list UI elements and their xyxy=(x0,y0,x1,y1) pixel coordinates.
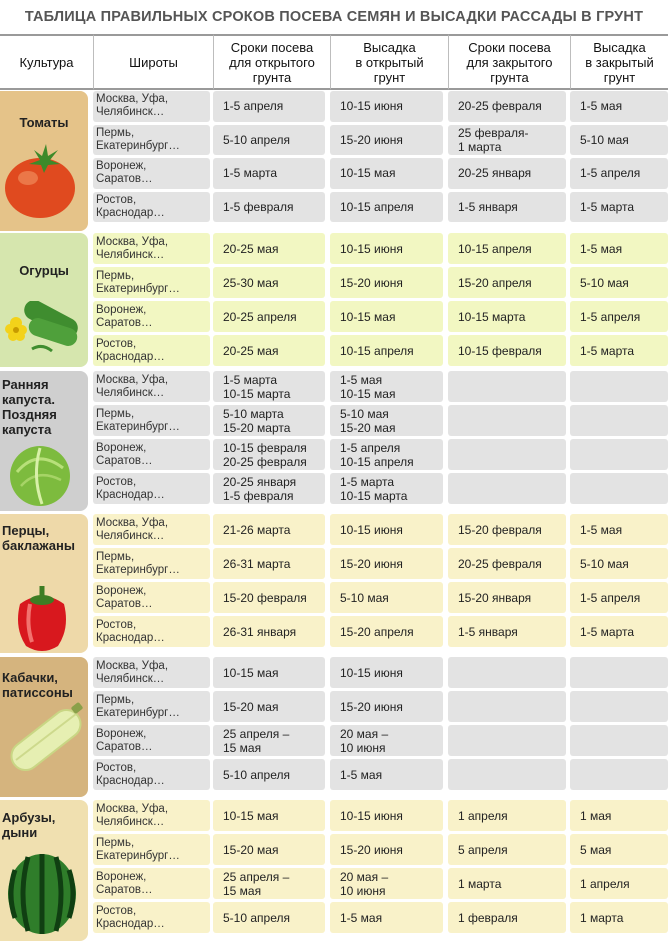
sow-open-cell: 5-10 марта 15-20 марта xyxy=(213,405,325,436)
crop-name: Ранняя капуста. Поздняя капуста xyxy=(2,377,57,437)
plant-closed-cell: 1-5 марта xyxy=(570,192,668,223)
sow-open-cell: 10-15 февраля 20-25 февраля xyxy=(213,439,325,470)
plant-closed-cell xyxy=(570,473,668,504)
sow-closed-cell: 10-15 апреля xyxy=(448,233,566,264)
plant-open-cell: 10-15 июня xyxy=(330,657,443,688)
latitude-cell: Москва, Уфа, Челябинск… xyxy=(93,514,210,545)
plant-closed-cell xyxy=(570,691,668,722)
crop-name: Огурцы xyxy=(19,263,69,278)
latitude-cell: Ростов, Краснодар… xyxy=(93,616,210,647)
sow-closed-cell: 15-20 апреля xyxy=(448,267,566,298)
crop-group xyxy=(0,371,668,511)
sow-closed-cell: 1 апреля xyxy=(448,800,566,831)
latitude-cell: Ростов, Краснодар… xyxy=(93,759,210,790)
plant-open-cell: 15-20 апреля xyxy=(330,616,443,647)
sow-open-cell: 5-10 апреля xyxy=(213,125,325,156)
sow-open-cell: 25 апреля – 15 мая xyxy=(213,725,325,756)
plant-closed-cell: 1-5 мая xyxy=(570,233,668,264)
sow-closed-cell xyxy=(448,371,566,402)
crop-group xyxy=(0,800,668,941)
crop-name: Кабачки, патиссоны xyxy=(2,670,73,700)
plant-closed-cell: 1-5 марта xyxy=(570,335,668,366)
sow-closed-cell: 25 февраля- 1 марта xyxy=(448,125,566,156)
sow-closed-cell xyxy=(448,439,566,470)
sow-open-cell: 5-10 апреля xyxy=(213,759,325,790)
sow-closed-cell xyxy=(448,759,566,790)
sow-closed-cell: 20-25 февраля xyxy=(448,91,566,122)
sow-open-cell: 5-10 апреля xyxy=(213,902,325,933)
latitude-cell: Москва, Уфа, Челябинск… xyxy=(93,657,210,688)
watermelon-icon xyxy=(4,848,80,941)
sow-closed-cell xyxy=(448,405,566,436)
plant-closed-cell xyxy=(570,725,668,756)
plant-closed-cell xyxy=(570,439,668,470)
plant-open-cell: 1-5 мая 10-15 мая xyxy=(330,371,443,402)
sow-open-cell: 20-25 апреля xyxy=(213,301,325,332)
sow-closed-cell: 1-5 января xyxy=(448,616,566,647)
pepper-icon xyxy=(12,580,72,659)
latitude-cell: Москва, Уфа, Челябинск… xyxy=(93,233,210,264)
sow-open-cell: 20-25 мая xyxy=(213,233,325,264)
page-title: ТАБЛИЦА ПРАВИЛЬНЫХ СРОКОВ ПОСЕВА СЕМЯН И ВЫСАДКИ РАССАДЫ В ГРУНТ xyxy=(24,9,644,25)
plant-closed-cell: 1-5 мая xyxy=(570,91,668,122)
sow-closed-cell: 5 апреля xyxy=(448,834,566,865)
sow-open-cell: 26-31 января xyxy=(213,616,325,647)
sow-open-cell: 1-5 марта xyxy=(213,158,325,189)
sow-open-cell: 15-20 мая xyxy=(213,834,325,865)
plant-open-cell: 15-20 июня xyxy=(330,125,443,156)
latitude-cell: Пермь, Екатеринбург… xyxy=(93,834,210,865)
crop-name: Перцы, баклажаны xyxy=(2,523,75,553)
crop-name: Арбузы, дыни xyxy=(2,810,56,840)
sow-closed-cell: 15-20 января xyxy=(448,582,566,613)
sow-open-cell: 15-20 февраля xyxy=(213,582,325,613)
header-plant-open: Высадка в открытый грунт xyxy=(330,34,448,90)
sow-closed-cell: 1 марта xyxy=(448,868,566,899)
sow-closed-cell: 15-20 февраля xyxy=(448,514,566,545)
cabbage-icon xyxy=(7,442,73,513)
sow-closed-cell: 10-15 февраля xyxy=(448,335,566,366)
plant-closed-cell xyxy=(570,371,668,402)
zucchini-icon xyxy=(2,702,86,779)
plant-closed-cell: 1-5 апреля xyxy=(570,582,668,613)
latitude-cell: Ростов, Краснодар… xyxy=(93,192,210,223)
plant-closed-cell: 1 апреля xyxy=(570,868,668,899)
crop-group xyxy=(0,91,668,231)
crop-name: Томаты xyxy=(19,115,69,130)
sow-open-cell: 1-5 апреля xyxy=(213,91,325,122)
plant-open-cell: 15-20 июня xyxy=(330,548,443,579)
latitude-cell: Ростов, Краснодар… xyxy=(93,473,210,504)
plant-open-cell: 10-15 июня xyxy=(330,514,443,545)
cucumber-icon xyxy=(2,301,88,366)
header-plant-closed: Высадка в закрытый грунт xyxy=(570,34,668,90)
plant-open-cell: 10-15 мая xyxy=(330,301,443,332)
plant-open-cell: 15-20 июня xyxy=(330,267,443,298)
plant-closed-cell: 1-5 апреля xyxy=(570,158,668,189)
plant-open-cell: 10-15 июня xyxy=(330,91,443,122)
plant-closed-cell: 5-10 мая xyxy=(570,267,668,298)
plant-closed-cell xyxy=(570,657,668,688)
sow-closed-cell xyxy=(448,725,566,756)
sow-open-cell: 25-30 мая xyxy=(213,267,325,298)
plant-closed-cell: 5-10 мая xyxy=(570,548,668,579)
plant-open-cell: 1-5 апреля 10-15 апреля xyxy=(330,439,443,470)
sow-open-cell: 20-25 января 1-5 февраля xyxy=(213,473,325,504)
sow-closed-cell xyxy=(448,657,566,688)
crop-group xyxy=(0,657,668,797)
plant-closed-cell: 1-5 мая xyxy=(570,514,668,545)
plant-open-cell: 20 мая – 10 июня xyxy=(330,725,443,756)
latitude-cell: Ростов, Краснодар… xyxy=(93,335,210,366)
plant-open-cell: 1-5 марта 10-15 марта xyxy=(330,473,443,504)
plant-open-cell: 1-5 мая xyxy=(330,759,443,790)
latitude-cell: Воронеж, Саратов… xyxy=(93,725,210,756)
latitude-cell: Воронеж, Саратов… xyxy=(93,439,210,470)
sow-closed-cell: 20-25 января xyxy=(448,158,566,189)
plant-closed-cell: 5 мая xyxy=(570,834,668,865)
sow-closed-cell: 20-25 февраля xyxy=(448,548,566,579)
sow-closed-cell: 1 февраля xyxy=(448,902,566,933)
latitude-cell: Пермь, Екатеринбург… xyxy=(93,125,210,156)
plant-open-cell: 5-10 мая 15-20 мая xyxy=(330,405,443,436)
latitude-cell: Воронеж, Саратов… xyxy=(93,582,210,613)
plant-open-cell: 10-15 апреля xyxy=(330,335,443,366)
sow-open-cell: 20-25 мая xyxy=(213,335,325,366)
table-header xyxy=(0,34,668,90)
latitude-cell: Пермь, Екатеринбург… xyxy=(93,691,210,722)
latitude-cell: Пермь, Екатеринбург… xyxy=(93,405,210,436)
sow-open-cell: 26-31 марта xyxy=(213,548,325,579)
plant-open-cell: 10-15 июня xyxy=(330,233,443,264)
latitude-cell: Ростов, Краснодар… xyxy=(93,902,210,933)
header-sow-closed: Сроки посева для закрытого грунта xyxy=(448,34,570,90)
latitude-cell: Москва, Уфа, Челябинск… xyxy=(93,371,210,402)
sow-closed-cell: 10-15 марта xyxy=(448,301,566,332)
plant-closed-cell xyxy=(570,759,668,790)
latitude-cell: Пермь, Екатеринбург… xyxy=(93,267,210,298)
sow-open-cell: 15-20 мая xyxy=(213,691,325,722)
latitude-cell: Москва, Уфа, Челябинск… xyxy=(93,91,210,122)
sow-open-cell: 10-15 мая xyxy=(213,657,325,688)
plant-closed-cell: 1-5 марта xyxy=(570,616,668,647)
plant-open-cell: 10-15 апреля xyxy=(330,192,443,223)
latitude-cell: Воронеж, Саратов… xyxy=(93,868,210,899)
plant-open-cell: 15-20 июня xyxy=(330,834,443,865)
header-sow-open: Сроки посева для открытого грунта xyxy=(213,34,330,90)
plant-open-cell: 5-10 мая xyxy=(330,582,443,613)
plant-closed-cell xyxy=(570,405,668,436)
latitude-cell: Пермь, Екатеринбург… xyxy=(93,548,210,579)
header-culture: Культура xyxy=(0,34,93,90)
crop-group xyxy=(0,514,668,653)
plant-closed-cell: 1 мая xyxy=(570,800,668,831)
latitude-cell: Воронеж, Саратов… xyxy=(93,158,210,189)
latitude-cell: Москва, Уфа, Челябинск… xyxy=(93,800,210,831)
plant-open-cell: 10-15 мая xyxy=(330,158,443,189)
plant-open-cell: 10-15 июня xyxy=(330,800,443,831)
sow-open-cell: 1-5 марта 10-15 марта xyxy=(213,371,325,402)
sow-open-cell: 10-15 мая xyxy=(213,800,325,831)
sow-closed-cell: 1-5 января xyxy=(448,192,566,223)
plant-closed-cell: 1-5 апреля xyxy=(570,301,668,332)
header-latitudes: Широты xyxy=(93,34,213,90)
sow-open-cell: 25 апреля – 15 мая xyxy=(213,868,325,899)
plant-open-cell: 20 мая – 10 июня xyxy=(330,868,443,899)
plant-open-cell: 15-20 июня xyxy=(330,691,443,722)
plant-closed-cell: 5-10 мая xyxy=(570,125,668,156)
tomato-icon xyxy=(2,138,80,227)
crop-group xyxy=(0,233,668,367)
plant-closed-cell: 1 марта xyxy=(570,902,668,933)
plant-open-cell: 1-5 мая xyxy=(330,902,443,933)
sow-open-cell: 21-26 марта xyxy=(213,514,325,545)
latitude-cell: Воронеж, Саратов… xyxy=(93,301,210,332)
sow-closed-cell xyxy=(448,691,566,722)
sow-open-cell: 1-5 февраля xyxy=(213,192,325,223)
sow-closed-cell xyxy=(448,473,566,504)
